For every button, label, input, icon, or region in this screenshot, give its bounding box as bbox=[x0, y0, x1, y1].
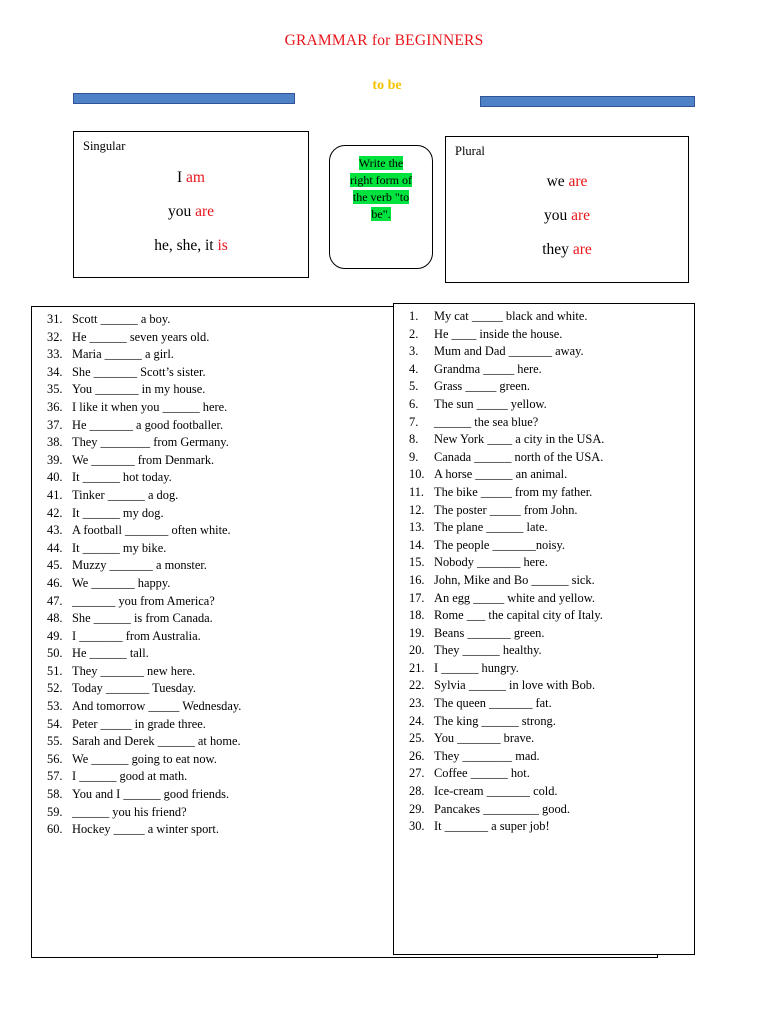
pronoun: we bbox=[546, 173, 565, 190]
exercise-item bbox=[47, 487, 387, 505]
exercise-sentence: Sylvia ______ in love with Bob. bbox=[434, 678, 596, 693]
exercise-item bbox=[47, 469, 387, 487]
exercise-number: 54. bbox=[47, 716, 63, 731]
exercise-sentence: It ______ my bike. bbox=[72, 540, 167, 555]
exercise-number: 39. bbox=[47, 452, 63, 467]
plural-row-1 bbox=[446, 173, 688, 191]
exercise-number: 59. bbox=[47, 804, 63, 819]
exercise-sentence: They ________ from Germany. bbox=[72, 435, 229, 450]
exercise-sentence: Grass _____ green. bbox=[434, 379, 531, 394]
exercise-sentence: Canada ______ north of the USA. bbox=[434, 449, 604, 464]
pronoun: you bbox=[167, 203, 192, 220]
exercise-item bbox=[409, 801, 689, 819]
exercise-sentence: He ______ seven years old. bbox=[72, 329, 210, 344]
exercise-sentence: The people _______noisy. bbox=[434, 537, 565, 552]
exercise-sentence: He _______ a good footballer. bbox=[72, 417, 224, 432]
exercise-number: 25. bbox=[409, 731, 425, 746]
singular-label: Singular bbox=[83, 139, 126, 153]
instruction-line: be". bbox=[371, 207, 391, 221]
exercise-item bbox=[47, 663, 387, 681]
exercise-item bbox=[47, 346, 387, 364]
exercise-sentence: They ______ healthy. bbox=[434, 643, 542, 658]
exercise-sentence: We _______ from Denmark. bbox=[72, 452, 215, 467]
instruction-line: Write the bbox=[358, 156, 404, 170]
exercise-number: 43. bbox=[47, 523, 63, 538]
exercise-number: 3. bbox=[409, 344, 419, 359]
exercise-number: 51. bbox=[47, 663, 63, 678]
exercise-sentence: Rome ___ the capital city of Italy. bbox=[434, 608, 603, 623]
exercise-item bbox=[47, 434, 387, 452]
plural-row-2 bbox=[446, 207, 688, 225]
exercise-sentence: You _______ brave. bbox=[434, 731, 535, 746]
exercise-sentence: He ____ inside the house. bbox=[434, 326, 563, 341]
exercise-item bbox=[47, 610, 387, 628]
exercise-sentence: Scott ______ a boy. bbox=[72, 312, 171, 326]
exercise-sentence: The bike _____ from my father. bbox=[434, 484, 593, 499]
exercise-number: 50. bbox=[47, 646, 63, 661]
exercise-number: 52. bbox=[47, 681, 63, 696]
singular-row-3 bbox=[74, 237, 308, 255]
exercise-item bbox=[47, 733, 387, 751]
exercise-number: 21. bbox=[409, 660, 425, 675]
exercise-item bbox=[47, 786, 387, 804]
exercise-item bbox=[409, 431, 689, 449]
pronoun: I bbox=[177, 169, 183, 186]
exercise-item bbox=[47, 311, 387, 329]
exercise-sentence: She _______ Scott’s sister. bbox=[72, 364, 206, 379]
exercise-number: 20. bbox=[409, 643, 425, 658]
exercise-number: 44. bbox=[47, 540, 63, 555]
exercise-item bbox=[409, 642, 689, 660]
exercise-item bbox=[47, 557, 387, 575]
verb-form: are bbox=[571, 207, 591, 224]
exercise-sentence: Today _______ Tuesday. bbox=[72, 681, 196, 696]
exercise-sentence: It ______ my dog. bbox=[72, 505, 164, 520]
exercise-item bbox=[47, 716, 387, 734]
exercise-item bbox=[47, 381, 387, 399]
exercise-number: 16. bbox=[409, 572, 425, 587]
exercise-number: 23. bbox=[409, 696, 425, 711]
exercise-number: 36. bbox=[47, 399, 63, 414]
exercise-number: 30. bbox=[409, 819, 425, 834]
plural-label: Plural bbox=[455, 144, 485, 158]
exercise-sentence: Grandma _____ here. bbox=[434, 361, 542, 376]
instruction-box bbox=[329, 145, 433, 269]
exercise-item bbox=[47, 329, 387, 347]
exercise-number: 8. bbox=[409, 432, 419, 447]
exercise-item bbox=[47, 364, 387, 382]
exercise-number: 7. bbox=[409, 414, 419, 429]
exercise-item bbox=[409, 730, 689, 748]
exercise-number: 55. bbox=[47, 734, 63, 749]
instruction-line: the verb "to bbox=[352, 190, 410, 204]
exercise-number: 26. bbox=[409, 748, 425, 763]
exercise-item bbox=[47, 698, 387, 716]
exercise-item bbox=[47, 680, 387, 698]
exercise-item bbox=[409, 783, 689, 801]
exercise-number: 31. bbox=[47, 312, 63, 326]
exercise-sentence: We _______ happy. bbox=[72, 575, 171, 590]
exercise-number: 29. bbox=[409, 801, 425, 816]
exercise-number: 1. bbox=[409, 309, 419, 323]
exercise-item bbox=[47, 768, 387, 786]
exercise-item bbox=[409, 343, 689, 361]
exercise-number: 46. bbox=[47, 575, 63, 590]
plural-row-3 bbox=[446, 241, 688, 259]
exercise-item bbox=[409, 590, 689, 608]
pronoun: he, she, it bbox=[154, 237, 214, 254]
verb-form: are bbox=[572, 241, 592, 258]
exercise-number: 42. bbox=[47, 505, 63, 520]
decorative-bar-left bbox=[73, 93, 295, 104]
exercise-sentence: He ______ tall. bbox=[72, 646, 149, 661]
exercise-item bbox=[409, 396, 689, 414]
exercise-number: 24. bbox=[409, 713, 425, 728]
exercise-item bbox=[409, 818, 689, 836]
exercise-item bbox=[409, 378, 689, 396]
exercise-sentence: You _______ in my house. bbox=[72, 382, 206, 397]
exercise-number: 9. bbox=[409, 449, 419, 464]
exercise-sentence: My cat _____ black and white. bbox=[434, 309, 588, 323]
exercise-sentence: The king ______ strong. bbox=[434, 713, 556, 728]
exercise-number: 17. bbox=[409, 590, 425, 605]
exercise-item bbox=[409, 765, 689, 783]
exercise-number: 58. bbox=[47, 787, 63, 802]
exercise-number: 5. bbox=[409, 379, 419, 394]
instruction-text bbox=[337, 155, 425, 223]
exercise-item bbox=[47, 804, 387, 822]
exercise-sentence: They _______ new here. bbox=[72, 663, 196, 678]
exercise-item bbox=[47, 505, 387, 523]
exercise-item bbox=[409, 625, 689, 643]
exercise-item bbox=[47, 645, 387, 663]
verb-form: is bbox=[217, 237, 228, 254]
verb-form: am bbox=[186, 169, 205, 186]
exercise-sentence: Coffee ______ hot. bbox=[434, 766, 530, 781]
exercise-item bbox=[409, 519, 689, 537]
exercise-sentence: Nobody _______ here. bbox=[434, 555, 548, 570]
exercise-item bbox=[409, 572, 689, 590]
exercise-number: 32. bbox=[47, 329, 63, 344]
exercise-sentence: Pancakes _________ good. bbox=[434, 801, 570, 816]
exercise-sentence: I _______ from Australia. bbox=[72, 628, 201, 643]
exercise-item bbox=[47, 593, 387, 611]
exercise-number: 11. bbox=[409, 484, 425, 499]
exercise-number: 56. bbox=[47, 751, 63, 766]
exercise-number: 45. bbox=[47, 558, 63, 573]
exercise-number: 4. bbox=[409, 361, 419, 376]
exercise-sentence: Tinker ______ a dog. bbox=[72, 487, 179, 502]
exercise-sentence: _______ you from America? bbox=[72, 593, 215, 608]
verb-form: are bbox=[195, 203, 215, 220]
exercise-sentence: New York ____ a city in the USA. bbox=[434, 432, 605, 447]
exercise-number: 14. bbox=[409, 537, 425, 552]
exercise-item bbox=[47, 540, 387, 558]
exercise-item bbox=[409, 308, 689, 326]
exercise-item bbox=[47, 399, 387, 417]
exercise-item bbox=[409, 326, 689, 344]
exercise-item bbox=[47, 575, 387, 593]
exercise-sentence: An egg _____ white and yellow. bbox=[434, 590, 595, 605]
exercise-item bbox=[409, 484, 689, 502]
exercise-sentence: John, Mike and Bo ______ sick. bbox=[434, 572, 595, 587]
exercise-sentence: I ______ good at math. bbox=[72, 769, 188, 784]
exercise-number: 33. bbox=[47, 347, 63, 362]
exercise-sentence: You and I ______ good friends. bbox=[72, 787, 230, 802]
exercise-item bbox=[409, 414, 689, 432]
exercise-item bbox=[409, 554, 689, 572]
exercise-sentence: The sun _____ yellow. bbox=[434, 396, 547, 411]
exercise-number: 49. bbox=[47, 628, 63, 643]
decorative-bar-right bbox=[480, 96, 695, 107]
exercise-number: 12. bbox=[409, 502, 425, 517]
exercise-number: 53. bbox=[47, 699, 63, 714]
exercise-item bbox=[409, 748, 689, 766]
exercise-item bbox=[47, 751, 387, 769]
exercise-number: 37. bbox=[47, 417, 63, 432]
exercise-number: 41. bbox=[47, 487, 63, 502]
exercise-number: 57. bbox=[47, 769, 63, 784]
exercise-number: 18. bbox=[409, 608, 425, 623]
exercise-item bbox=[409, 660, 689, 678]
exercise-number: 22. bbox=[409, 678, 425, 693]
pronoun: you bbox=[543, 207, 568, 224]
exercise-sentence: And tomorrow _____ Wednesday. bbox=[72, 699, 242, 714]
exercise-sentence: It _______ a super job! bbox=[434, 819, 550, 834]
exercise-number: 13. bbox=[409, 520, 425, 535]
exercise-number: 34. bbox=[47, 364, 63, 379]
worksheet-subtitle: to be bbox=[372, 78, 402, 93]
worksheet-title: GRAMMAR for BEGINNERS bbox=[284, 32, 484, 49]
singular-row-2 bbox=[74, 203, 308, 221]
exercise-sentence: Sarah and Derek ______ at home. bbox=[72, 734, 241, 749]
exercise-sentence: ______ the sea blue? bbox=[434, 414, 539, 429]
exercise-item bbox=[409, 361, 689, 379]
exercise-sentence: The plane ______ late. bbox=[434, 520, 548, 535]
exercise-item bbox=[47, 522, 387, 540]
exercise-sentence: Peter _____ in grade three. bbox=[72, 716, 206, 731]
exercise-number: 60. bbox=[47, 822, 63, 837]
exercise-number: 28. bbox=[409, 784, 425, 799]
exercise-number: 47. bbox=[47, 593, 63, 608]
exercise-number: 19. bbox=[409, 625, 425, 640]
exercise-number: 35. bbox=[47, 382, 63, 397]
exercise-sentence: A football _______ often white. bbox=[72, 523, 231, 538]
exercise-sentence: We ______ going to eat now. bbox=[72, 751, 217, 766]
exercise-item bbox=[409, 695, 689, 713]
exercise-sentence: She ______ is from Canada. bbox=[72, 611, 213, 626]
exercise-number: 15. bbox=[409, 555, 425, 570]
exercise-number: 38. bbox=[47, 435, 63, 450]
exercise-sentence: I ______ hungry. bbox=[434, 660, 519, 675]
exercise-item bbox=[409, 607, 689, 625]
verb-form: are bbox=[568, 173, 588, 190]
exercise-sentence: Hockey _____ a winter sport. bbox=[72, 822, 219, 837]
instruction-line: right form of bbox=[350, 173, 412, 187]
exercise-item bbox=[409, 713, 689, 731]
pronoun: they bbox=[542, 241, 569, 258]
exercise-sentence: Mum and Dad _______ away. bbox=[434, 344, 584, 359]
exercise-sentence: ______ you his friend? bbox=[72, 804, 187, 819]
exercise-sentence: It ______ hot today. bbox=[72, 470, 172, 485]
exercise-number: 10. bbox=[409, 467, 425, 482]
exercise-number: 2. bbox=[409, 326, 419, 341]
exercise-item bbox=[47, 628, 387, 646]
exercise-sentence: Ice-cream _______ cold. bbox=[434, 784, 558, 799]
exercise-item bbox=[409, 677, 689, 695]
exercise-sentence: Maria ______ a girl. bbox=[72, 347, 174, 362]
exercise-number: 27. bbox=[409, 766, 425, 781]
exercise-list-right bbox=[409, 308, 689, 836]
exercise-item bbox=[409, 449, 689, 467]
exercise-item bbox=[47, 821, 387, 839]
singular-row-1 bbox=[74, 169, 308, 187]
exercise-item bbox=[409, 502, 689, 520]
exercise-sentence: They ________ mad. bbox=[434, 748, 540, 763]
singular-box bbox=[73, 131, 309, 278]
exercise-item bbox=[47, 452, 387, 470]
exercise-number: 40. bbox=[47, 470, 63, 485]
exercise-sentence: A horse ______ an animal. bbox=[434, 467, 568, 482]
exercise-item bbox=[47, 417, 387, 435]
exercise-sentence: I like it when you ______ here. bbox=[72, 399, 228, 414]
exercise-list-left bbox=[47, 311, 387, 839]
exercise-number: 6. bbox=[409, 396, 419, 411]
exercise-sentence: Muzzy _______ a monster. bbox=[72, 558, 207, 573]
exercise-sentence: The poster _____ from John. bbox=[434, 502, 578, 517]
exercise-sentence: The queen _______ fat. bbox=[434, 696, 552, 711]
exercise-item bbox=[409, 537, 689, 555]
exercise-number: 48. bbox=[47, 611, 63, 626]
plural-box bbox=[445, 136, 689, 283]
exercise-item bbox=[409, 466, 689, 484]
exercise-sentence: Beans _______ green. bbox=[434, 625, 545, 640]
